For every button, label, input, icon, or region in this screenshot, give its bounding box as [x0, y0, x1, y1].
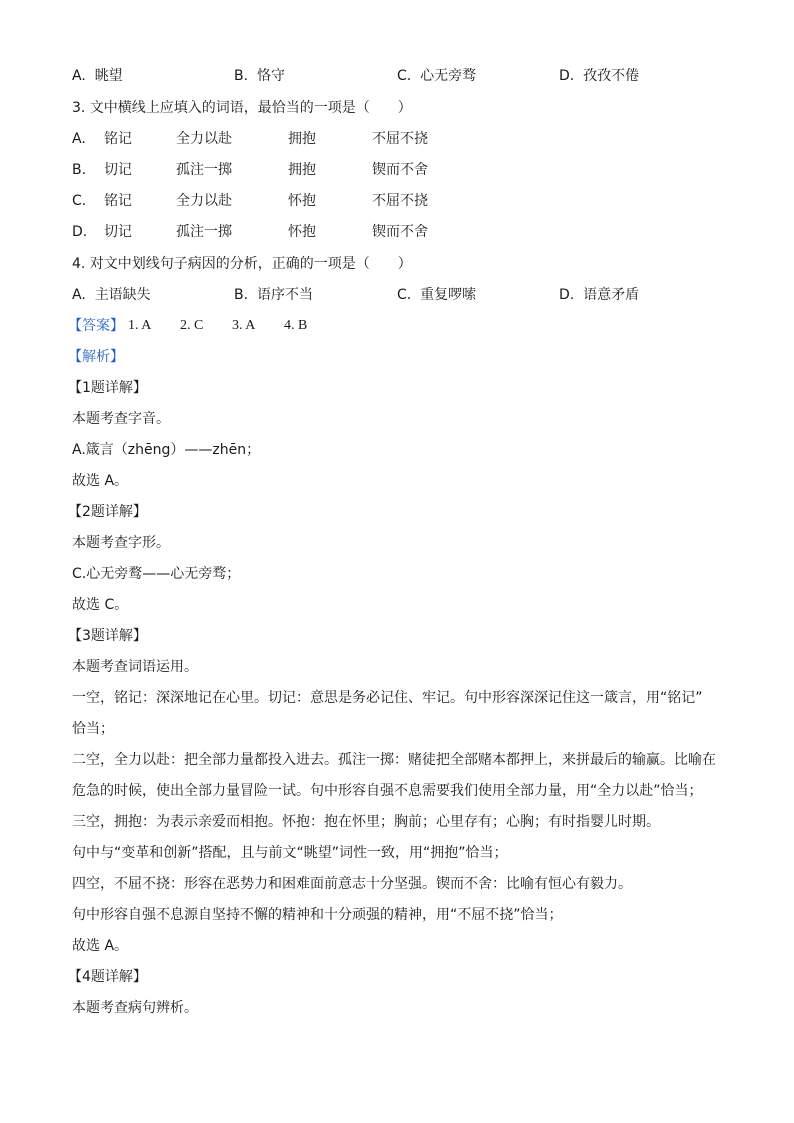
body-line: 本题考查字音。	[72, 411, 170, 427]
answer-tag: 【答案】	[68, 318, 124, 334]
q3-row-b: B. 切记 孤注一掷 拥抱 锲而不舍	[72, 162, 428, 178]
detail-heading-1: 【1题详解】	[68, 380, 147, 396]
body-line: 句中与“变革和创新”搭配，且与前文“眺望”词性一致，用“拥抱”恰当；	[72, 845, 508, 861]
body-line: C.心无旁鹜——心无旁骛；	[72, 566, 241, 582]
q2-option-d: D. 孜孜不倦	[559, 68, 640, 84]
answer-item-3: 3. A	[232, 318, 256, 333]
detail-heading-3: 【3题详解】	[68, 628, 147, 644]
q4-option-b: B. 语序不当	[234, 287, 313, 303]
body-line: 本题考查病句辨析。	[72, 1000, 198, 1016]
q4-option-a: A. 主语缺失	[72, 287, 151, 303]
answer-item-2: 2. C	[180, 318, 204, 333]
body-line: 二空，全力以赴：把全部力量都投入进去。孤注一掷：赌徒把全部赌本都押上，来拼最后的输赢。比喻在	[72, 752, 716, 768]
body-line: 故选 C。	[72, 597, 129, 613]
body-line: 危急的时候，使出全部力量冒险一试。句中形容自强不息需要我们使用全部力量，用“全力以赴”恰当；	[72, 783, 703, 799]
q4-option-d: D. 语意矛盾	[559, 287, 640, 303]
answer-line	[68, 316, 722, 336]
body-line: 本题考查词语运用。	[72, 659, 198, 675]
q4-options	[72, 285, 722, 305]
body-line: 故选 A。	[72, 938, 129, 954]
answer-item-1: 1. A	[128, 318, 152, 333]
q3-row-a: A. 铭记 全力以赴 拥抱 不屈不挠	[72, 131, 428, 147]
answer-item-4: 4. B	[284, 318, 308, 333]
q2-option-c: C. 心无旁骛	[397, 68, 477, 84]
q2-option-a: A. 眺望	[72, 68, 123, 84]
body-line: A.箴言（zhēng）——zhēn；	[72, 442, 261, 458]
body-line: 三空，拥抱：为表示亲爱而相抱。怀抱：抱在怀里；胸前；心里存有；心胸；有时指婴儿时期。	[72, 814, 660, 830]
detail-heading-4: 【4题详解】	[68, 969, 147, 985]
q4-option-c: C. 重复啰嗦	[397, 287, 477, 303]
q4-question: 4. 对文中划线句子病因的分析，正确的一项是（ ）	[72, 256, 412, 272]
body-line: 一空，铭记：深深地记在心里。切记：意思是务必记住、牢记。句中形容深深记住这一箴言，用“铭记”	[72, 690, 703, 706]
q3-row-d: D. 切记 孤注一掷 怀抱 锲而不舍	[72, 224, 428, 240]
q2-options	[72, 66, 722, 86]
analysis-tag: 【解析】	[68, 349, 124, 365]
body-line: 四空，不屈不挠：形容在恶势力和困难面前意志十分坚强。锲而不舍：比喻有恒心有毅力。	[72, 876, 632, 892]
body-line: 本题考查字形。	[72, 535, 170, 551]
q2-option-b: B. 恪守	[234, 68, 285, 84]
q3-question: 3. 文中横线上应填入的词语，最恰当的一项是（ ）	[72, 100, 412, 116]
detail-heading-2: 【2题详解】	[68, 504, 147, 520]
body-line: 恰当；	[72, 721, 114, 737]
q3-row-c: C. 铭记 全力以赴 怀抱 不屈不挠	[72, 193, 428, 209]
body-line: 句中形容自强不息源自坚持不懈的精神和十分顽强的精神，用“不屈不挠”恰当；	[72, 907, 563, 923]
body-line: 故选 A。	[72, 473, 129, 489]
